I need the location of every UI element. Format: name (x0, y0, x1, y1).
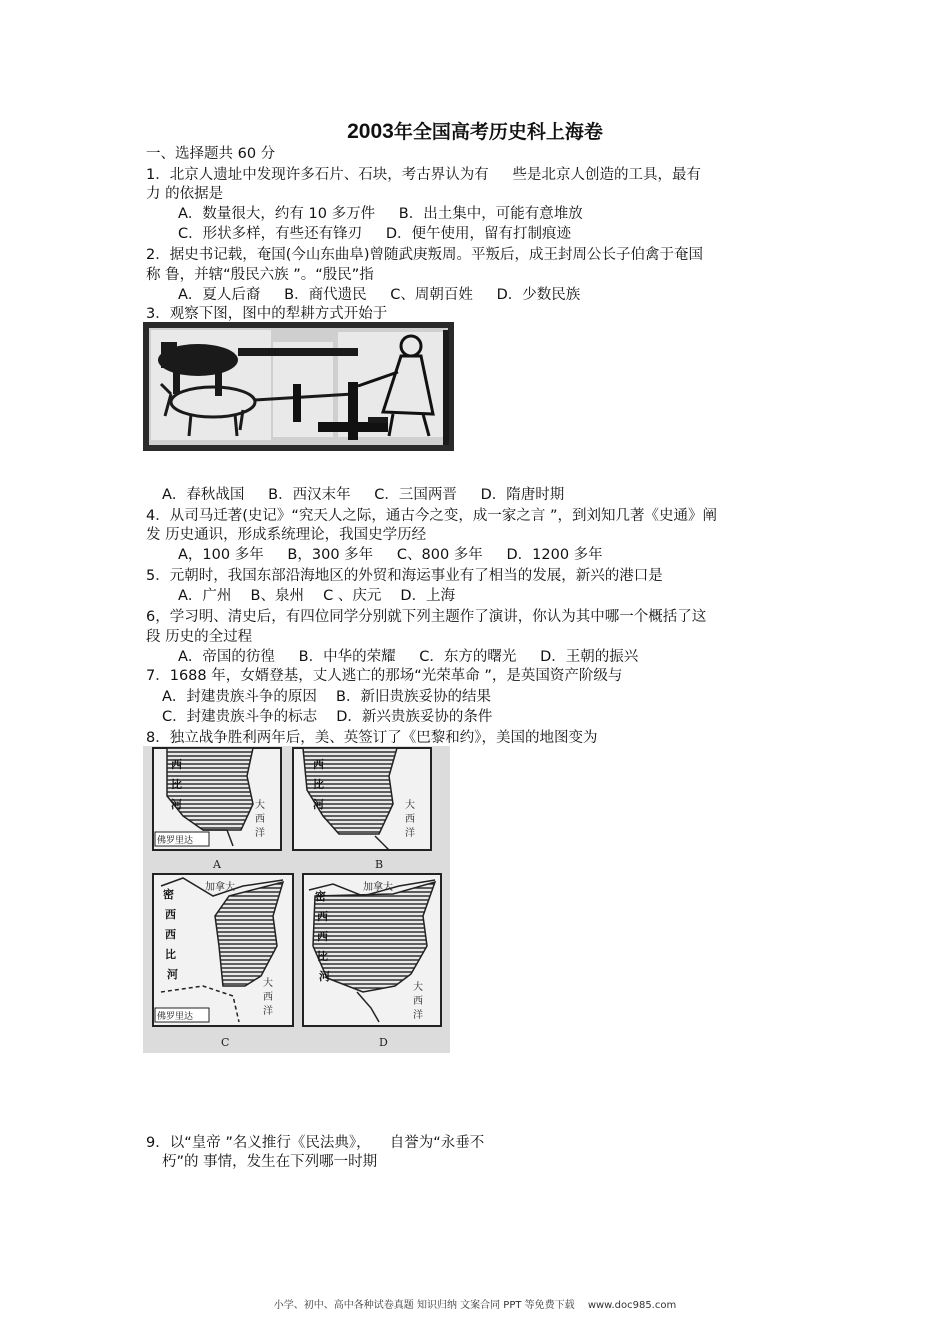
panel-letter-b: B (375, 858, 384, 871)
q4-options: A，100 多年 B，300 多年 C、800 多年 D．1200 多年 (178, 547, 603, 563)
panel-letter-d: D (379, 1036, 388, 1049)
q2-text-cont: 称 鲁，并辖“殷民六族 ”。“殷民”指 (146, 267, 374, 283)
ocean-b3: 洋 (405, 828, 415, 839)
river-char-a3: 河 (171, 798, 182, 811)
plowing-mural-image (143, 322, 454, 451)
page-footer: 小学、初中、高中各种试卷真题 知识归纳 文案合同 PPT 等免费下载 www.doc985.com (273, 1300, 677, 1311)
river-char-d5: 河 (319, 970, 330, 983)
river-char-d4: 比 (317, 950, 328, 963)
river-char-c5: 河 (167, 968, 178, 981)
q6-text-cont: 段 历史的全过程 (146, 629, 253, 645)
q9-text-cont: 朽”的 事情，发生在下列哪一时期 (162, 1154, 378, 1170)
q1-options-cd: C．形状多样，有些还有锋刃 D．便午使用，留有打制痕迹 (178, 226, 572, 242)
panel-letter-a: A (213, 858, 221, 871)
q3-text: 3．观察下图，图中的犁耕方式开始于 (146, 306, 388, 322)
canada-label-c: 加拿大 (205, 882, 235, 893)
river-char-a1: 西 (171, 758, 182, 771)
q2-options: A．夏人后裔 B．商代遗民 C、周朝百姓 D．少数民族 (178, 287, 581, 303)
ocean-a1: 大 (255, 800, 265, 811)
page-title: 2003年全国高考历史科上海卷 (347, 120, 603, 143)
q5-text: 5．元朝时，我国东部沿海地区的外贸和海运事业有了相当的发展，新兴的港口是 (146, 568, 663, 584)
ocean-a2: 西 (255, 814, 265, 825)
river-char-d1: 密 (315, 890, 326, 903)
q3-options: A．春秋战国 B．西汉末年 C．三国两晋 D．隋唐时期 (162, 487, 565, 503)
ocean-c3: 洋 (263, 1006, 273, 1017)
river-char-d3: 西 (317, 930, 328, 943)
ocean-c1: 大 (263, 978, 273, 989)
river-char-c2: 西 (165, 908, 176, 921)
river-char-c1: 密 (163, 888, 174, 901)
q6-options: A．帝国的彷徨 B．中华的荣耀 C．东方的曙光 D．王朝的振兴 (178, 649, 639, 665)
river-char-a2: 比 (171, 778, 182, 791)
florida-label-a: 佛罗里达 (157, 836, 194, 846)
q5-options: A．广州 B、泉州 C 、庆元 D．上海 (178, 588, 456, 604)
q8-text: 8．独立战争胜利两年后，美、英签订了《巴黎和约》，美国的地图变为 (146, 730, 598, 746)
q7-text: 7．1688 年，女婿登基，丈人逃亡的那场“光荣革命 ”，是英国资产阶级与 (146, 668, 623, 684)
river-char-c4: 比 (165, 948, 176, 961)
panel-letter-c: C (221, 1036, 230, 1049)
q6-text: 6，学习明、清史后，有四位同学分别就下列主题作了演讲，你认为其中哪一个概括了这 (146, 609, 707, 625)
ocean-c2: 西 (263, 992, 273, 1003)
ocean-b1: 大 (405, 800, 415, 811)
river-char-b3: 河 (313, 798, 324, 811)
ocean-d2: 西 (413, 996, 423, 1007)
q7-options-cd: C．封建贵族斗争的标志 D．新兴贵族妥协的条件 (162, 709, 493, 725)
q1-options-ab: A．数量很大，约有 10 多万件 B．出土集中，可能有意堆放 (178, 206, 583, 222)
ocean-d1: 大 (413, 982, 423, 993)
canada-label-d: 加拿大 (363, 882, 393, 893)
ocean-a3: 洋 (255, 828, 265, 839)
river-char-d2: 西 (317, 910, 328, 923)
us-map-options-figure (143, 746, 450, 1053)
q4-text: 4．从司马迁著(史记》“究天人之际，通古今之变，成一家之言 ”，到刘知几著《史通》阐 (146, 508, 718, 524)
q2-text: 2．据史书记载，奄国(今山东曲阜)曾随武庚叛周。平叛后，成王封周公长子伯禽于奄国 (146, 247, 704, 263)
ocean-d3: 洋 (413, 1010, 423, 1021)
q1-text-cont: 力 的依据是 (146, 186, 224, 202)
section-heading: 一、选择题共 60 分 (146, 146, 276, 162)
florida-label-c: 佛罗里达 (157, 1012, 194, 1022)
ocean-b2: 西 (405, 814, 415, 825)
river-char-c3: 西 (165, 928, 176, 941)
q7-options-ab: A．封建贵族斗争的原因 B．新旧贵族妥协的结果 (162, 689, 491, 705)
q1-text: 1．北京人遗址中发现许多石片、石块，考古界认为有 些是北京人创造的工具，最有 (146, 167, 701, 183)
river-char-b1: 西 (313, 758, 324, 771)
q4-text-cont: 发 历史通识，形成系统理论，我国史学历经 (146, 527, 427, 543)
river-char-b2: 比 (313, 778, 324, 791)
q9-text: 9．以“皇帝 ”名义推行《民法典》， 自誉为“永垂不 (146, 1135, 485, 1151)
